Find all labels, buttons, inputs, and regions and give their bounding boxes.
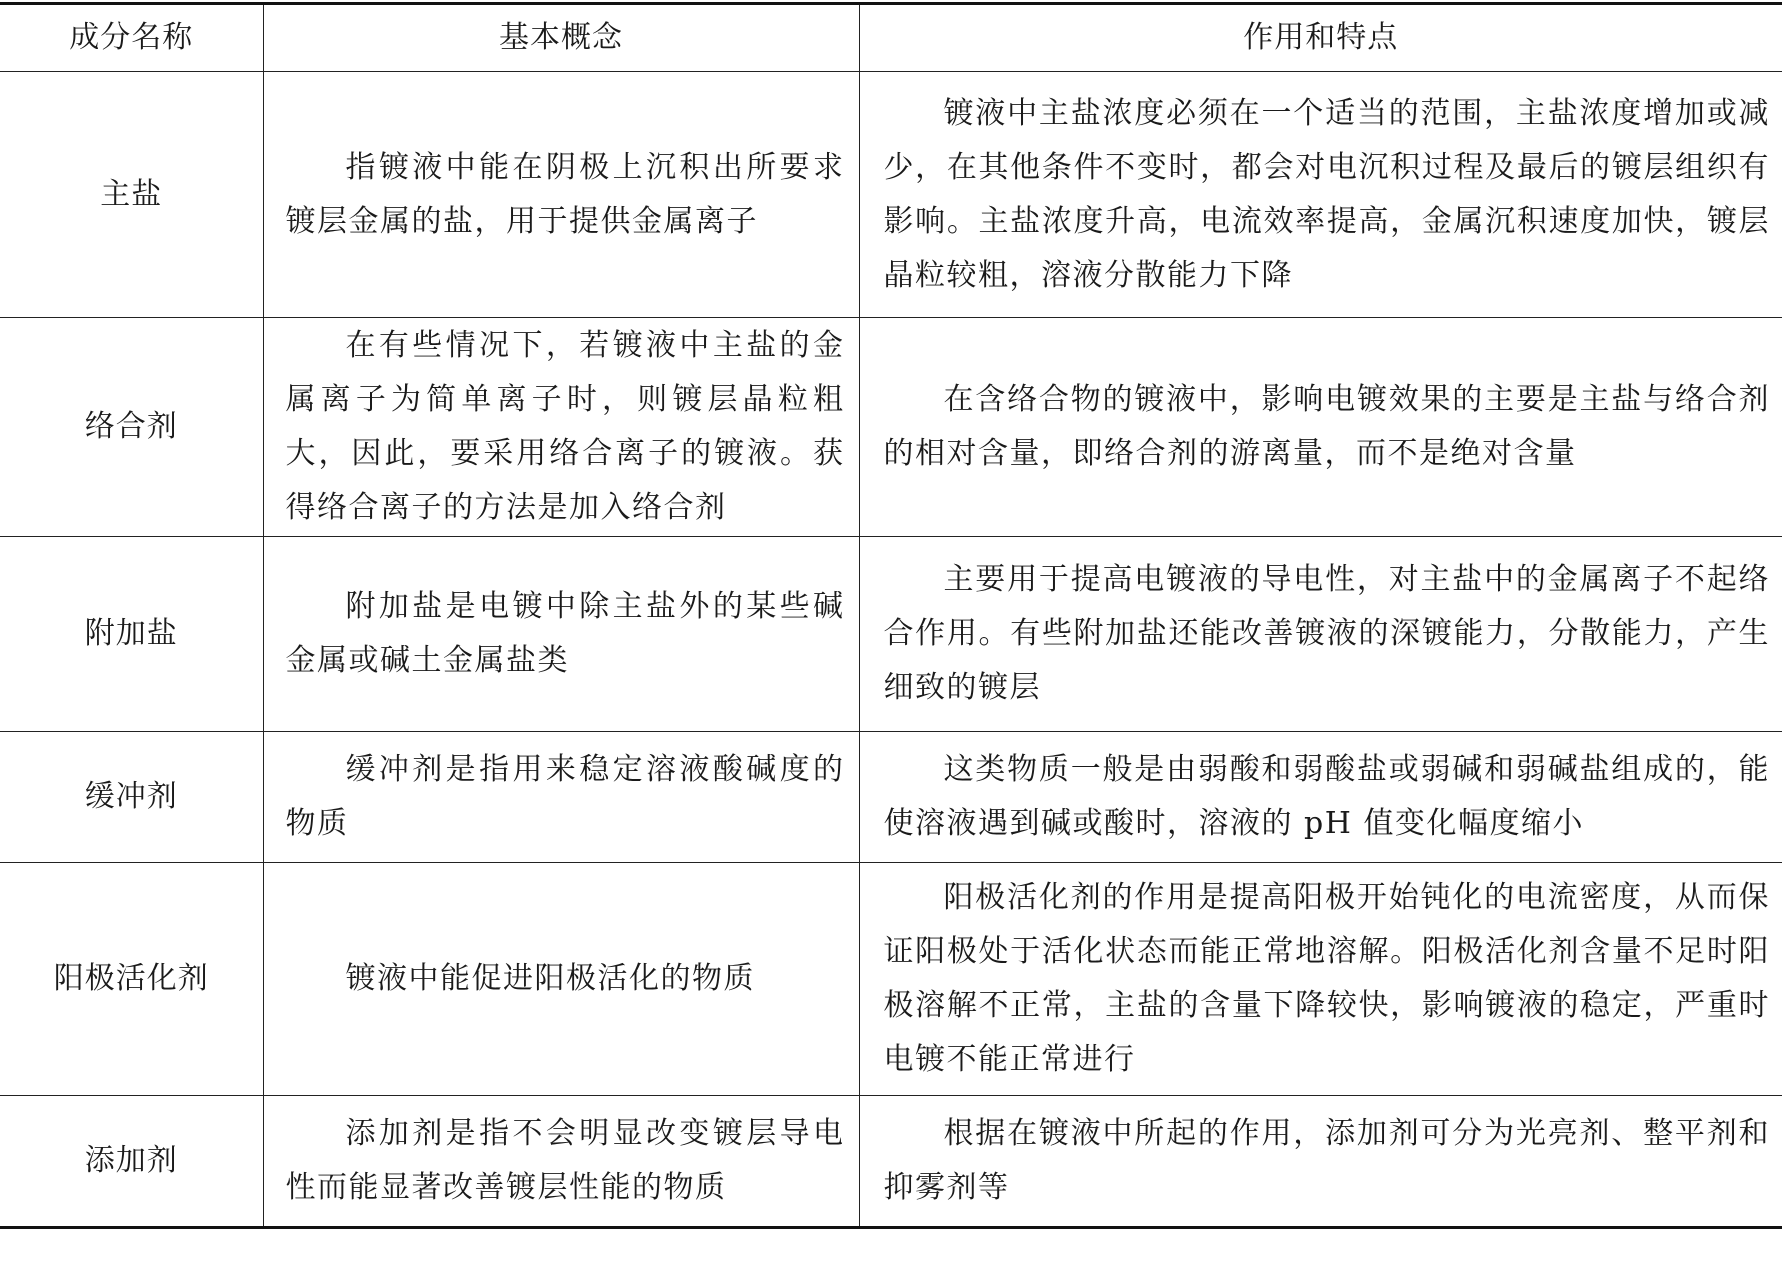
component-name-cell: 缓冲剂 bbox=[0, 732, 263, 863]
header-basic-concept: 基本概念 bbox=[263, 4, 859, 72]
table-body bbox=[0, 72, 1782, 1228]
effect-cell: 阳极活化剂的作用是提高阳极开始钝化的电流密度，从而保证阳极处于活化状态而能正常地溶解。阳极活化剂含量不足时阳极溶解不正常，主盐的含量下降较快，影响镀液的稳定，严重时电镀不能正常进行 bbox=[859, 863, 1782, 1096]
table-row bbox=[0, 318, 1782, 537]
table-header bbox=[0, 4, 1782, 72]
table-row bbox=[0, 1096, 1782, 1228]
header-component-name: 成分名称 bbox=[0, 4, 263, 72]
header-function-features: 作用和特点 bbox=[859, 4, 1782, 72]
concept-cell: 指镀液中能在阴极上沉积出所要求镀层金属的盐，用于提供金属离子 bbox=[263, 72, 859, 318]
effect-cell: 在含络合物的镀液中，影响电镀效果的主要是主盐与络合剂的相对含量，即络合剂的游离量，而不是绝对含量 bbox=[859, 318, 1782, 537]
effect-cell: 根据在镀液中所起的作用，添加剂可分为光亮剂、整平剂和抑雾剂等 bbox=[859, 1096, 1782, 1228]
header-row bbox=[0, 4, 1782, 72]
table-row bbox=[0, 863, 1782, 1096]
concept-cell: 在有些情况下，若镀液中主盐的金属离子为简单离子时，则镀层晶粒粗大，因此，要采用络合离子的镀液。获得络合离子的方法是加入络合剂 bbox=[263, 318, 859, 537]
composition-table bbox=[0, 2, 1782, 1229]
effect-cell: 这类物质一般是由弱酸和弱酸盐或弱碱和弱碱盐组成的，能使溶液遇到碱或酸时，溶液的 pH 值变化幅度缩小 bbox=[859, 732, 1782, 863]
component-name-cell: 主盐 bbox=[0, 72, 263, 318]
concept-cell: 镀液中能促进阳极活化的物质 bbox=[263, 863, 859, 1096]
component-name-cell: 添加剂 bbox=[0, 1096, 263, 1228]
effect-cell: 镀液中主盐浓度必须在一个适当的范围，主盐浓度增加或减少，在其他条件不变时，都会对电沉积过程及最后的镀层组织有影响。主盐浓度升高，电流效率提高，金属沉积速度加快，镀层晶粒较粗，溶液分散能力下降 bbox=[859, 72, 1782, 318]
component-name-cell: 附加盐 bbox=[0, 537, 263, 732]
concept-cell: 缓冲剂是指用来稳定溶液酸碱度的物质 bbox=[263, 732, 859, 863]
component-name-cell: 络合剂 bbox=[0, 318, 263, 537]
table-row bbox=[0, 732, 1782, 863]
concept-cell: 附加盐是电镀中除主盐外的某些碱金属或碱土金属盐类 bbox=[263, 537, 859, 732]
effect-cell: 主要用于提高电镀液的导电性，对主盐中的金属离子不起络合作用。有些附加盐还能改善镀液的深镀能力，分散能力，产生细致的镀层 bbox=[859, 537, 1782, 732]
table-row bbox=[0, 72, 1782, 318]
table-row bbox=[0, 537, 1782, 732]
concept-cell: 添加剂是指不会明显改变镀层导电性而能显著改善镀层性能的物质 bbox=[263, 1096, 859, 1228]
component-name-cell: 阳极活化剂 bbox=[0, 863, 263, 1096]
